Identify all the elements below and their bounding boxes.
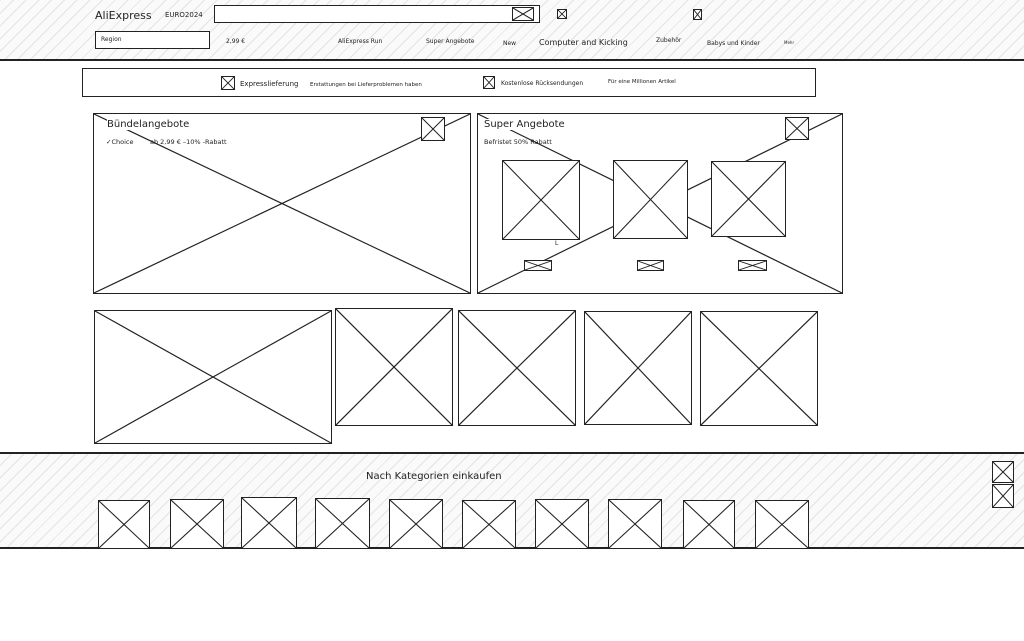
nav-item-new[interactable]: New bbox=[503, 40, 517, 47]
categories-top-divider bbox=[0, 452, 1024, 454]
returns-icon bbox=[483, 76, 495, 89]
nav-price[interactable]: 2,99 € bbox=[226, 38, 246, 45]
nav-item-computer[interactable]: Computer and Kicking bbox=[539, 38, 628, 47]
nav-item-more[interactable]: Mehr bbox=[784, 40, 795, 45]
category-tile[interactable] bbox=[241, 497, 297, 549]
bundle-price-note: ab 2,99 € –10% -Rabatt bbox=[150, 138, 227, 146]
product-tile[interactable] bbox=[584, 311, 692, 425]
carousel-down-button[interactable] bbox=[992, 484, 1014, 508]
super-title: Super Angebote bbox=[484, 119, 565, 130]
super-corner-icon[interactable] bbox=[785, 117, 809, 140]
super-mark: L bbox=[555, 240, 559, 247]
category-tile[interactable] bbox=[389, 499, 443, 549]
carousel-up-button[interactable] bbox=[992, 461, 1014, 483]
product-tile-large[interactable] bbox=[94, 310, 332, 444]
search-icon bbox=[513, 8, 533, 20]
nav-item-babys[interactable]: Babys und Kinder bbox=[707, 40, 760, 47]
bundle-choice: ✓Choice bbox=[106, 138, 134, 146]
benefit-express-subtitle: Erstattungen bei Lieferproblemen haben bbox=[310, 82, 422, 88]
product-tile[interactable] bbox=[458, 310, 576, 426]
logo[interactable]: AliExpress bbox=[95, 9, 152, 22]
category-tile[interactable] bbox=[170, 499, 224, 549]
super-product-image[interactable] bbox=[613, 160, 688, 239]
categories-title: Nach Kategorien einkaufen bbox=[366, 471, 502, 482]
express-icon bbox=[221, 76, 235, 90]
super-price-tag bbox=[637, 260, 664, 271]
category-tile[interactable] bbox=[98, 500, 150, 549]
region-label: Region bbox=[101, 36, 122, 43]
category-tile[interactable] bbox=[462, 500, 516, 549]
product-tile[interactable] bbox=[335, 308, 453, 426]
category-tile[interactable] bbox=[315, 498, 370, 549]
category-tile[interactable] bbox=[535, 499, 589, 549]
product-tile[interactable] bbox=[700, 311, 818, 426]
cart-icon[interactable] bbox=[557, 9, 567, 19]
super-product-image[interactable] bbox=[502, 160, 580, 240]
category-tile[interactable] bbox=[683, 500, 735, 549]
benefit-returns-title: Kostenlose Rücksendungen bbox=[501, 80, 584, 87]
bundle-title: Bündelangebote bbox=[107, 119, 190, 130]
user-icon[interactable] bbox=[693, 9, 702, 20]
super-product-image[interactable] bbox=[711, 161, 786, 237]
category-tile[interactable] bbox=[608, 499, 662, 549]
header-divider bbox=[0, 59, 1024, 61]
super-price-tag bbox=[738, 260, 767, 271]
benefit-express-title: Expresslieferung bbox=[240, 80, 299, 88]
search-button[interactable] bbox=[512, 7, 534, 21]
benefits-bar bbox=[82, 68, 816, 97]
nav-item-zubehoer[interactable]: Zubehör bbox=[656, 37, 682, 44]
nav-item-aliexpress-run[interactable]: AliExpress Run bbox=[338, 38, 383, 45]
super-subtitle: Befristet 50% Rabatt bbox=[484, 138, 552, 146]
bundle-corner-icon[interactable] bbox=[421, 117, 445, 141]
nav-item-super-angebote[interactable]: Super Angebote bbox=[426, 38, 475, 45]
promo-code: EURO2024 bbox=[165, 11, 203, 19]
super-price-tag bbox=[524, 260, 552, 271]
category-tile[interactable] bbox=[755, 500, 809, 549]
search-input[interactable] bbox=[214, 5, 540, 23]
benefit-returns-subtitle: Für eine Millionen Artikel bbox=[608, 79, 676, 85]
